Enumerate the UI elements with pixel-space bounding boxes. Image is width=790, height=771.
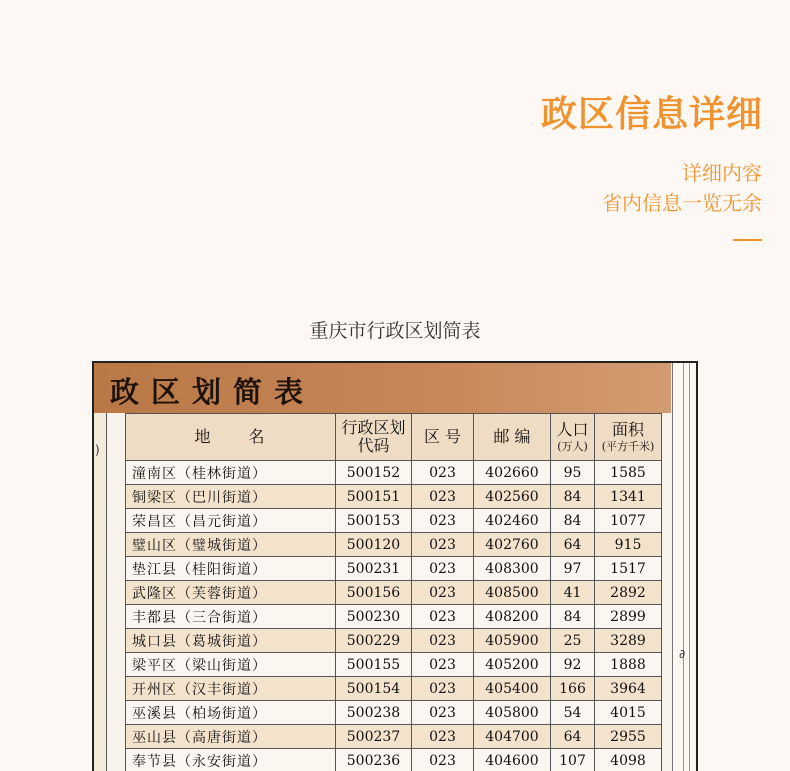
cell-postal: 402760 [474,533,551,557]
cell-area: 1888 [595,653,662,677]
cell-code: 500237 [336,725,412,749]
cell-area-code: 023 [412,677,474,701]
cell-name: 荣昌区（昌元街道） [126,509,336,533]
cell-area-code: 023 [412,725,474,749]
col-header-code-line1: 行政区划 [341,418,406,437]
cell-area-code: 023 [412,485,474,509]
cell-area-code: 023 [412,461,474,485]
cell-area: 3964 [595,677,662,701]
hero-divider [733,239,762,241]
cell-area: 2955 [595,725,662,749]
cell-code: 500120 [336,533,412,557]
cell-name: 丰都县（三合街道） [126,605,336,629]
col-header-population-line1: 人口 [556,419,589,439]
admin-division-table [125,413,662,771]
cell-area-code: 023 [412,581,474,605]
cell-area: 2892 [595,581,662,605]
cell-area-code: 023 [412,653,474,677]
cell-population: 107 [551,749,595,771]
cell-area: 4015 [595,701,662,725]
cell-population: 64 [551,533,595,557]
right-strip-line [683,363,684,771]
cell-population: 97 [551,557,595,581]
table-row [126,629,662,653]
table-row [126,725,662,749]
cell-name: 铜梁区（巴川街道） [126,485,336,509]
cell-code: 500230 [336,605,412,629]
table-row [126,509,662,533]
cell-postal: 402460 [474,509,551,533]
cell-name: 潼南区（桂林街道） [126,461,336,485]
hero-title: 政区信息详细 [540,94,763,135]
right-edge-text: ∂ [679,647,686,661]
cell-code: 500156 [336,581,412,605]
table-banner-title: 政区划简表 [110,375,316,409]
cell-postal: 408300 [474,557,551,581]
table-row [126,485,662,509]
col-header-area [595,414,662,461]
table-caption: 重庆市行政区划简表 [309,320,481,342]
cell-population: 84 [551,485,595,509]
cell-code: 500153 [336,509,412,533]
col-header-population-line2: (万人) [557,439,588,453]
cell-area-code: 023 [412,701,474,725]
cell-postal: 405800 [474,701,551,725]
cell-area: 2899 [595,605,662,629]
cell-postal: 405900 [474,629,551,653]
table-row [126,461,662,485]
cell-population: 95 [551,461,595,485]
cell-area-code: 023 [412,749,474,771]
cell-area: 1077 [595,509,662,533]
col-header-area-line1: 面积 [611,419,644,439]
cell-population: 54 [551,701,595,725]
cell-postal: 405400 [474,677,551,701]
cell-name: 梁平区（梁山街道） [126,653,336,677]
cell-name: 巫溪县（柏场街道） [126,701,336,725]
col-header-area-line2: (平方千米) [601,439,655,453]
cell-postal: 408500 [474,581,551,605]
cell-population: 41 [551,581,595,605]
col-header-code-line2: 代码 [357,436,390,455]
cell-name: 城口县（葛城街道） [126,629,336,653]
table-header-row [126,414,662,461]
cell-area: 1341 [595,485,662,509]
cell-code: 500151 [336,485,412,509]
table-row [126,581,662,605]
hero-subtitle [602,158,762,218]
cell-population: 84 [551,509,595,533]
cell-postal: 404700 [474,725,551,749]
cell-postal: 402660 [474,461,551,485]
cell-area-code: 023 [412,629,474,653]
table-row [126,605,662,629]
cell-postal: 402560 [474,485,551,509]
col-header-name: 地 名 [126,414,336,461]
left-edge-text: ) [95,443,100,457]
table-image [92,361,698,771]
col-header-population [551,414,595,461]
cell-name: 武隆区（芙蓉街道） [126,581,336,605]
col-header-postal: 邮 编 [474,414,551,461]
cell-code: 500238 [336,701,412,725]
cell-name: 璧山区（璧城街道） [126,533,336,557]
col-header-area-code: 区 号 [412,414,474,461]
table-row [126,653,662,677]
cell-postal: 404600 [474,749,551,771]
table-row [126,749,662,771]
cell-code: 500152 [336,461,412,485]
table-row [126,533,662,557]
cell-area-code: 023 [412,533,474,557]
cell-population: 64 [551,725,595,749]
hero-subtitle-line2: 省内信息一览无余 [602,191,762,215]
cell-name: 开州区（汉丰街道） [126,677,336,701]
right-strip-line [689,363,690,771]
table-row [126,557,662,581]
cell-area: 1585 [595,461,662,485]
cell-area-code: 023 [412,557,474,581]
cell-code: 500236 [336,749,412,771]
cell-population: 166 [551,677,595,701]
cell-code: 500231 [336,557,412,581]
cell-population: 92 [551,653,595,677]
hero-subtitle-line1: 详细内容 [682,161,762,185]
cell-name: 垫江县（桂阳街道） [126,557,336,581]
left-gap [107,413,127,771]
cell-area-code: 023 [412,605,474,629]
cell-area: 4098 [595,749,662,771]
cell-name: 奉节县（永安街道） [126,749,336,771]
cell-postal: 408200 [474,605,551,629]
cell-name: 巫山县（高唐街道） [126,725,336,749]
cell-area: 915 [595,533,662,557]
cell-code: 500155 [336,653,412,677]
col-header-code [336,414,412,461]
table-row [126,701,662,725]
cell-area: 3289 [595,629,662,653]
cell-population: 25 [551,629,595,653]
cell-code: 500154 [336,677,412,701]
table-row [126,677,662,701]
left-edge-strip [94,413,107,771]
cell-code: 500229 [336,629,412,653]
cell-area-code: 023 [412,509,474,533]
table-banner [94,363,671,413]
cell-area: 1517 [595,557,662,581]
cell-postal: 405200 [474,653,551,677]
right-edge-strip [672,363,698,771]
cell-population: 84 [551,605,595,629]
